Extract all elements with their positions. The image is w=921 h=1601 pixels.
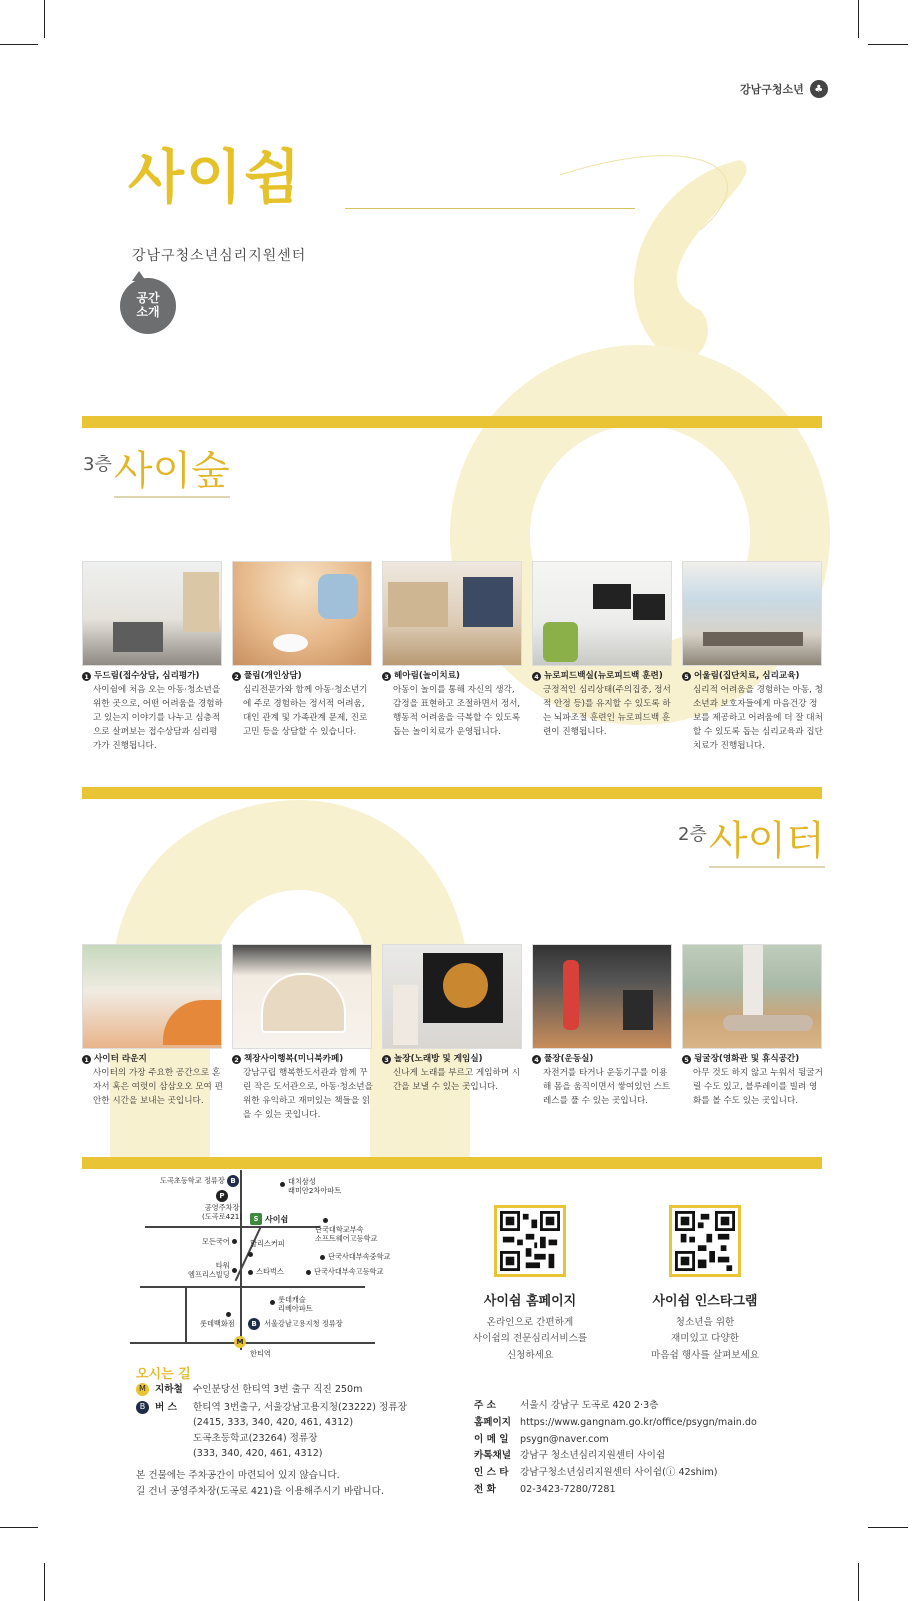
room-title: 뒹굴장(영화관 및 휴식공간) <box>694 1054 800 1064</box>
brand-top <box>740 80 828 98</box>
contact-info <box>474 1398 757 1499</box>
map-label: 할리스커피 <box>250 1239 285 1248</box>
qr-instagram-title: 사이쉼 인스타그램 <box>652 1294 758 1309</box>
room-text: 자전거를 타거나 운동기구를 이용해 몸을 움직이면서 쌓여있던 스트레스를 풀 수 있는 곳입니다. <box>543 1067 671 1106</box>
bus-line: 한티역 3번출구, 서울강남고용지청(23222) 정류장 <box>193 1402 407 1413</box>
qr-homepage[interactable] <box>494 1205 566 1277</box>
room-number: 2 <box>232 672 241 681</box>
contact-kakao: 강남구 청소년심리지원센터 사이쉼 <box>520 1450 666 1462</box>
room-title: 두드림(접수상담, 심리평가) <box>94 671 200 681</box>
bus-stop-icon: B <box>248 1318 260 1330</box>
room-photo <box>682 944 822 1049</box>
contact-key: 주 소 <box>474 1400 496 1411</box>
room-number: 5 <box>682 1055 691 1064</box>
map-dot <box>270 1300 275 1305</box>
room-photo <box>82 944 222 1049</box>
section-band <box>82 416 822 428</box>
room-title: 풀장(운동실) <box>544 1054 594 1064</box>
map-label: 단국사대부속고등학교 <box>314 1267 384 1276</box>
qr-desc-line: 사이쉼의 전문심리서비스를 <box>472 1333 588 1345</box>
map-dot <box>232 1239 237 1244</box>
room-title: 책장사이행복(미니북카페) <box>244 1054 344 1064</box>
subway-row <box>136 1382 363 1397</box>
room-text: 심리전문가와 함께 아동·청소년기에 주로 경험하는 정서적 어려움, 대인 관계 및 가족관계 문제, 진로 고민 등을 상담할 수 있습니다. <box>243 684 368 737</box>
room-text: 심리적 어려움을 경험하는 아동, 청소년과 보호자들에게 마음건강 정보를 제공하고 어려움에 더 잘 대처할 수 있도록 돕는 심리교육과 집단치료가 진행됩니다. <box>693 684 823 751</box>
speech-bubble-badge <box>120 278 176 334</box>
room-photo <box>232 944 372 1049</box>
room-desc <box>232 670 374 740</box>
qr-desc-line: 재미있고 다양한 <box>671 1333 739 1345</box>
floor2-title <box>678 818 825 868</box>
directions-title: 오시는 길 <box>136 1367 191 1382</box>
map-dot <box>323 1218 328 1223</box>
floor3-number: 3층 <box>83 454 112 475</box>
contact-key: 인 스 타 <box>474 1467 509 1479</box>
map-label: 단국사대부속중학교 <box>328 1252 391 1261</box>
map-label: 공영주차장 (도곡로421) <box>202 1203 243 1221</box>
contact-instagram: 강남구청소년심리지원센터 사이쉼(ⓘ 42shim) <box>520 1467 718 1479</box>
map-label: 스타벅스 <box>256 1267 284 1276</box>
bus-line: (333, 340, 420, 461, 4312) <box>193 1448 323 1460</box>
room-photo <box>382 944 522 1049</box>
map-label: 단국대학교부속 소프트웨어고등학교 <box>315 1225 378 1243</box>
room-text: 사이쉼에 처음 오는 아동·청소년을 위한 곳으로, 어떤 어려움을 경험하고 있는지 이야기를 나누고 심층적으로 살펴보는 접수상담과 심리평가가 진행됩니다. <box>93 684 223 751</box>
contact-key: 홈페이지 <box>474 1416 512 1428</box>
map-label: 타워 엠프리스빌딩 <box>188 1261 230 1279</box>
room-number: 1 <box>82 672 91 681</box>
floor3-title <box>83 448 230 498</box>
room-title: 풀림(개인상담) <box>244 671 302 681</box>
parking-icon: P <box>216 1190 228 1202</box>
room-title: 사이터 라운지 <box>94 1054 147 1064</box>
room-title: 어울림(집단치료, 심리교육) <box>694 671 800 681</box>
map-label: 롯데백화점 <box>200 1319 235 1328</box>
map-label: 롯데캐슬 리베아파트 <box>278 1295 313 1313</box>
brand-mark-icon: ♣ <box>810 80 828 98</box>
room-text: 사이터의 가장 주요한 공간으로 혼자서 혹은 여럿이 삼삼오오 모여 편안한 시간을 보내는 곳입니다. <box>93 1067 223 1106</box>
room-photo <box>232 561 372 666</box>
map-dot <box>248 1270 253 1275</box>
room-desc <box>682 1053 824 1109</box>
note-line: 본 건물에는 주차공간이 마련되어 있지 않습니다. <box>136 1470 340 1481</box>
qr-desc-line: 마음쉼 행사를 살펴보세요 <box>650 1349 760 1361</box>
room-desc <box>382 1053 524 1095</box>
room-title: 헤아림(놀이치료) <box>394 671 460 681</box>
qr-code-icon <box>500 1211 560 1271</box>
qr-instagram[interactable] <box>669 1205 741 1277</box>
room-number: 5 <box>682 672 691 681</box>
contact-phone: 02-3423-7280/7281 <box>520 1483 616 1495</box>
badge-line2: 소개 <box>136 305 160 319</box>
room-photo <box>532 561 672 666</box>
subway-text: 수인분당선 한티역 3번 출구 직진 250m <box>193 1384 363 1395</box>
map-dot <box>248 1252 253 1257</box>
contact-key: 카톡채널 <box>474 1450 512 1462</box>
room-desc <box>532 670 674 740</box>
logo-subtitle: 강남구청소년심리지원센터 <box>132 248 307 264</box>
note-line: 길 건너 공영주차장(도곡로 421)을 이용해주시기 바랍니다. <box>136 1486 384 1498</box>
badge-line1: 공간 <box>136 291 160 306</box>
qr-instagram-desc <box>630 1315 780 1364</box>
room-desc <box>232 1053 374 1123</box>
map-label: 사이쉼 <box>265 1215 289 1224</box>
map-dot <box>232 1268 237 1273</box>
room-number: 3 <box>382 1055 391 1064</box>
floor2-number: 2층 <box>678 824 707 845</box>
room-number: 4 <box>532 1055 541 1064</box>
room-text: 긍정적인 심리상태(주의집중, 정서적 안정 등)를 유지할 수 있도록 하는 뇌파조절 훈련인 뉴로피드백 훈련이 진행됩니다. <box>543 684 671 737</box>
map-label: 서울강남고용지청 정류장 <box>264 1319 343 1328</box>
map-dot <box>226 1312 231 1317</box>
qr-desc-line: 신청하세요 <box>506 1349 554 1361</box>
room-photo <box>82 561 222 666</box>
map-label: 대치삼성 래미안2차아파트 <box>288 1177 342 1195</box>
room-title: 놀장(노래방 및 게임실) <box>394 1054 483 1064</box>
room-title: 뉴로피드백실(뉴로피드백 훈련) <box>544 671 663 681</box>
room-number: 4 <box>532 672 541 681</box>
map-road <box>140 1286 365 1288</box>
floor2-name: 사이터 <box>709 818 825 868</box>
bus-line: 도곡초등학교(23264) 정류장 <box>193 1432 318 1444</box>
room-text: 아동이 놀이를 통해 자신의 생각, 감정을 표현하고 조절하면서 정서, 행동적 어려움을 극복할 수 있도록 돕는 놀이치료가 운영됩니다. <box>393 684 521 737</box>
room-number: 1 <box>82 1055 91 1064</box>
floor3-name: 사이숲 <box>114 448 230 498</box>
room-text: 강남구립 행복한도서관과 함께 꾸린 작은 도서관으로, 아동·청소년을 위한 유익하고 재미있는 책들을 읽을 수 있는 곳입니다. <box>243 1067 373 1120</box>
subway-icon: M <box>234 1336 246 1348</box>
qr-desc-line: 온라인으로 간편하게 <box>486 1317 574 1328</box>
bus-stop-icon: B <box>227 1175 239 1187</box>
room-desc <box>82 670 224 754</box>
room-text: 신나게 노래를 부르고 게임하며 시간을 보낼 수 있는 곳입니다. <box>393 1067 521 1092</box>
location-map <box>130 1170 390 1360</box>
map-road <box>240 1170 242 1350</box>
qr-homepage-title: 사이쉼 홈페이지 <box>483 1294 577 1309</box>
map-road <box>185 1286 187 1342</box>
map-label: 모든국어 <box>202 1237 230 1246</box>
qr-code-icon <box>675 1211 735 1271</box>
map-dot <box>280 1182 285 1187</box>
room-number: 2 <box>232 1055 241 1064</box>
room-photo <box>532 944 672 1049</box>
qr-homepage-desc <box>455 1315 605 1364</box>
room-photo <box>682 561 822 666</box>
map-label: 한티역 <box>250 1349 271 1358</box>
map-dot <box>306 1270 311 1275</box>
bus-label: 버 스 <box>155 1402 177 1413</box>
parking-note <box>136 1468 384 1501</box>
section-band <box>82 1157 822 1169</box>
contact-key: 이 메 일 <box>474 1433 509 1445</box>
qr-desc-line: 청소년을 위한 <box>675 1317 735 1328</box>
room-number: 3 <box>382 672 391 681</box>
map-road <box>145 1226 320 1228</box>
bus-line: (2415, 333, 340, 420, 461, 4312) <box>193 1417 354 1429</box>
map-road <box>130 1342 375 1344</box>
contact-key: 전 화 <box>474 1483 496 1495</box>
logo: 사이쉼 <box>128 143 303 211</box>
room-desc <box>82 1053 224 1109</box>
room-desc <box>382 670 524 740</box>
room-desc <box>532 1053 674 1109</box>
room-text: 아무 것도 하지 않고 누워서 뒹굴거릴 수도 있고, 블루레이를 빌려 영화를 볼 수도 있는 곳입니다. <box>693 1067 823 1106</box>
contact-email-link[interactable]: psygn@naver.com <box>520 1433 609 1445</box>
map-label: 도곡초등학교 정류장 <box>160 1176 225 1185</box>
contact-homepage-link[interactable]: https://www.gangnam.go.kr/office/psygn/main.do <box>520 1416 757 1428</box>
logo-divider <box>345 208 635 209</box>
center-location-icon: S <box>250 1213 262 1225</box>
bus-icon: B <box>136 1401 149 1414</box>
contact-address: 서울시 강남구 도곡로 420 2·3층 <box>520 1400 659 1411</box>
room-photo <box>382 561 522 666</box>
subway-icon: M <box>136 1383 149 1396</box>
subway-label: 지하철 <box>155 1384 183 1395</box>
section-band <box>82 787 822 799</box>
map-dot <box>320 1255 325 1260</box>
brand-text: 강남구청소년 <box>740 83 804 96</box>
bus-row <box>136 1400 407 1461</box>
room-desc <box>682 670 824 754</box>
